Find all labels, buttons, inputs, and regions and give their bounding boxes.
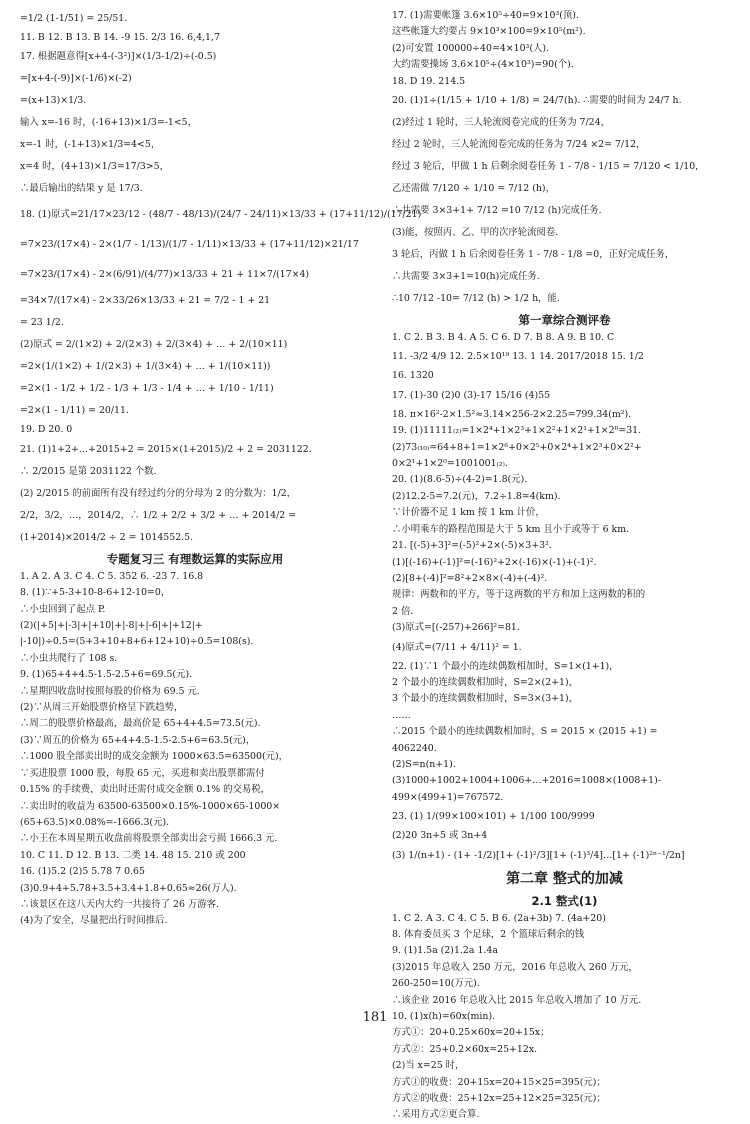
- answer-line: (4)原式=(7/11 + 4/11)² = 1.: [392, 641, 522, 653]
- answer-line: 22. (1)∵1 个最小的连续偶数相加时，S=1×(1+1)，: [392, 660, 619, 672]
- answer-line: 方式②：25+0.2×60x=25+12x.: [392, 1043, 538, 1055]
- answer-line: 方式①的收费：20+15x=20+15×25=395(元)；: [392, 1076, 606, 1088]
- answer-line: ∴采用方式②更合算.: [392, 1109, 480, 1121]
- answer-line: 10. (1)x(h)=60x(min).: [392, 1011, 496, 1023]
- answer-line: 0.15% 的手续费，卖出时还需付成交金额 0.1% 的交易税，: [20, 784, 271, 796]
- section-heading: 第二章 整式的加减: [506, 870, 623, 887]
- answer-line: ……: [392, 709, 411, 721]
- answer-line: ∴星期四收盘时按照每股的价格为 69.5 元.: [20, 685, 200, 697]
- answer-line: 19. D 20. 0: [20, 424, 73, 436]
- answer-line: 经过 3 轮后，甲做 1 h 后剩余阅卷任务 1 - 7/8 - 1/15 = 7/120 < 1/10，: [392, 161, 705, 173]
- answer-line: ∴周二的股票价格最高，最高价是 65+4+4.5=73.5(元).: [20, 718, 261, 730]
- answer-line: x=4 时，(4+13)×1/3=17/3>5，: [20, 161, 169, 173]
- answer-line: =(x+13)×1/3.: [20, 95, 87, 107]
- answer-line: ∵计价器不足 1 km 按 1 km 计价，: [392, 507, 545, 519]
- answer-line: 输入 x=-16 时，(-16+13)×1/3=-1<5，: [20, 117, 198, 129]
- answer-line: 方式②的收费：25+12x=25+12×25=325(元)；: [392, 1093, 606, 1105]
- answer-line: (2)[8+(-4)]²=8²+2×8×(-4)+(-4)².: [392, 572, 548, 584]
- answer-line: 3 轮后，丙做 1 h 后余阅卷任务 1 - 7/8 - 1/8 =0，正好完成任务，: [392, 249, 675, 261]
- answer-line: 2 个最小的连续偶数相加时，S=2×(2+1)，: [392, 676, 579, 688]
- answer-line: 规律：两数和的平方，等于这两数的平方和加上这两数的积的: [392, 589, 646, 601]
- answer-line: (2)73₍₁₀₎=64+8+1=1×2⁶+0×2⁵+0×2⁴+1×2³+0×2²+: [392, 441, 642, 453]
- answer-line: |-10|)÷0.5=(5+3+10+8+6+12+10)÷0.5=108(s).: [20, 636, 254, 648]
- section-heading: 专题复习三 有理数运算的实际应用: [106, 551, 284, 566]
- answer-line: 499×(499+1)=767572.: [392, 791, 504, 803]
- answer-line: 17. 根据题意得[x+4-(-3²)]×(1/3-1/2)÷(-0.5): [20, 51, 217, 63]
- answer-line: 23. (1) 1/(99×100×101) + 1/100 100/9999: [392, 811, 595, 823]
- right-column: [392, 8, 737, 1124]
- answer-line: 18. D 19. 214.5: [392, 75, 466, 87]
- answer-line: ∴小明乘车的路程范围是大于 5 km 且小于或等于 6 km.: [392, 523, 630, 535]
- answer-line: ∴该景区在这八天内大约一共接待了 26 万游客.: [20, 898, 219, 910]
- section-heading: 2.1 整式(1): [531, 893, 598, 908]
- answer-line: (2) 2/2015 的前面所有没有经过约分的分母为 2 的分数为：1/2，: [20, 487, 297, 499]
- answer-line: 大约需要操场 3.6×10⁵÷(4×10³)=90(个).: [392, 59, 574, 71]
- section-heading: 第一章综合测评卷: [518, 313, 611, 328]
- answer-line: 11. B 12. B 13. B 14. -9 15. 2/3 16. 6,4,1,7: [20, 32, 220, 43]
- answer-line: 这些帐篷大约要占 9×10³×100=9×10⁵(m²).: [392, 26, 586, 38]
- page-number: 181: [362, 1010, 388, 1025]
- answer-line: (3)原式=[(-257)+266]²=81.: [392, 622, 520, 634]
- answer-line: 20. (1)(8.6-5)÷(4-2)=1.8(元).: [392, 474, 528, 486]
- answer-line: ∴共需要 3×3+1+ 7/12 =10 7/12 (h)完成任务.: [392, 205, 602, 217]
- answer-line: ∴1000 股全部卖出时的成交金额为 1000×63.5=63500(元)，: [20, 751, 289, 763]
- answer-line: 0×2¹+1×2⁰=1001001₍₂₎.: [392, 458, 508, 470]
- answer-line: 17. (1)-30 (2)0 (3)-17 15/16 (4)55: [392, 389, 551, 401]
- answer-line: 经过 2 轮时，三人轮流阅卷完成的任务为 7/24 ×2= 7/12，: [392, 139, 646, 151]
- answer-line: x=-1 时，(-1+13)×1/3=4<5，: [20, 139, 161, 151]
- answer-line: (3) 1/(n+1) - (1+ -1/2)[1+ (-1)²/3][1+ (-1)³/4]…[1+ (-1)²ⁿ⁻¹/2n]: [392, 849, 685, 861]
- answer-line: 方式①：20+0.25×60x=20+15x；: [392, 1027, 550, 1039]
- answer-line: =2×(1 - 1/11) = 20/11.: [20, 405, 129, 417]
- answer-line: ∴该企业 2016 年总收入比 2015 年总收入增加了 10 万元.: [392, 994, 642, 1006]
- answer-line: 2 倍.: [392, 605, 414, 617]
- answer-line: (3)1000+1002+1004+1006+…+2016=1008×(1008+1)-: [392, 775, 661, 787]
- answer-line: (3)∵周五的价格为 65+4+4.5-1.5-2.5+6=63.5(元)，: [20, 734, 256, 746]
- answer-line: 3 个最小的连续偶数相加时，S=3×(3+1)，: [392, 693, 579, 705]
- answer-line: 8. (1)∵+5-3+10-8-6+12-10=0，: [20, 587, 171, 599]
- answer-line: (3)2015 年总收入 250 万元，2016 年总收入 260 万元，: [392, 961, 638, 973]
- answer-line: =2×(1 - 1/2 + 1/2 - 1/3 + 1/3 - 1/4 + … + 1/10 - 1/11): [20, 383, 274, 395]
- answer-line: (65+63.5)×0.08%=-1666.3(元).: [20, 816, 170, 828]
- answer-line: 1. C 2. A 3. C 4. C 5. B 6. (2a+3b) 7. (4a+20): [392, 912, 606, 924]
- answer-line: 16. 1320: [392, 370, 434, 382]
- answer-line: 20. (1)1÷(1/15 + 1/10 + 1/8) = 24/7(h). ∴需要的时间为 24/7 h.: [392, 95, 682, 107]
- answer-line: (2)当 x=25 时，: [392, 1060, 465, 1072]
- answer-line: = 23 1/2.: [20, 317, 64, 329]
- answer-line: (3)0.9+4+5.78+3.5+3.4+1.8+0.65≈26(万人).: [20, 882, 237, 894]
- answer-line: (2)∵从周三开始股票价格呈下跌趋势，: [20, 702, 184, 714]
- answer-line: 18. π×16²-2×1.5²≈3.14×256-2×2.25=799.34(m²).: [392, 408, 632, 420]
- answer-line: (4)为了安全，尽量把出行时间推后.: [20, 915, 168, 927]
- answer-line: =34×7/(17×4) - 2×33/26×13/33 + 21 = 7/2 - 1 + 21: [20, 295, 271, 307]
- answer-line: ∴共需要 3×3+1=10(h)完成任务.: [392, 271, 540, 283]
- answer-line: 2/2，3/2，…，2014/2，∴ 1/2 + 2/2 + 3/2 + … + 2014/2 =: [20, 509, 297, 521]
- answer-line: (2)可安置 100000÷40=4×10³(人).: [392, 42, 549, 54]
- answer-line: (2)S=n(n+1).: [392, 758, 456, 770]
- answer-line: (3)能，按照丙、乙、甲的次序轮流阅卷.: [392, 227, 559, 239]
- answer-line: 8. 体育委员买 3 个足球，2 个篮球后剩余的钱: [392, 929, 585, 940]
- answer-line: ∴ 2/2015 是第 2031122 个数.: [20, 465, 157, 477]
- answer-line: 18. (1)原式=21/17×23/12 - (48/7 - 48/13)/(24/7 - 24/11)×13/33 + (17+11/12)/(17/21): [20, 209, 422, 221]
- answer-line: (2)12.2-5=7.2(元)，7.2÷1.8=4(km).: [392, 490, 561, 502]
- answer-line: (2)(|+5|+|-3|+|+10|+|-8|+|-6|+|+12|+: [20, 620, 203, 632]
- answer-line: =7×23/(17×4) - 2×(6/91)/(4/77)×13/33 + 21 + 11×7/(17×4): [20, 269, 310, 281]
- answer-line: =[x+4-(-9)]×(-1/6)×(-2): [20, 73, 132, 85]
- answer-line: 16. (1)5.2 (2)5 5.78 7 0.65: [20, 866, 145, 878]
- answer-line: =1/2 (1-1/51) = 25/51.: [20, 13, 128, 24]
- answer-line: (1+2014)×2014/2 ÷ 2 = 1014552.5.: [20, 531, 194, 543]
- answer-line: 4062240.: [392, 742, 437, 754]
- answer-line: ∴小王在本周星期五收盘前将股票全部卖出会亏损 1666.3 元.: [20, 833, 278, 845]
- answer-line: ∴小虫回到了起点 P.: [20, 603, 106, 615]
- answer-line: (1)[(-16)+(-1)]²=(-16)²+2×(-16)×(-1)+(-1)².: [392, 556, 597, 568]
- answer-line: ∴小虫共爬行了 108 s.: [20, 652, 118, 664]
- answer-line: 21. [(-5)+3]²=(-5)²+2×(-5)×3+3².: [392, 540, 552, 552]
- answer-line: 9. (1)65+4+4.5-1.5-2.5+6=69.5(元).: [20, 669, 193, 681]
- answer-line: 11. -3/2 4/9 12. 2.5×10¹⁹ 13. 1 14. 2017/2018 15. 1/2: [392, 351, 644, 363]
- answer-line: 1. C 2. B 3. B 4. A 5. C 6. D 7. B 8. A 9. B 10. C: [392, 332, 615, 344]
- answer-line: =7×23/(17×4) - 2×(1/7 - 1/13)/(1/7 - 1/11)×13/33 + (17+11/12)×21/17: [20, 239, 359, 251]
- answer-line: ∴最后输出的结果 y 是 17/3.: [20, 183, 143, 195]
- answer-line: 9. (1)1.5a (2)1.2a 1.4a: [392, 945, 498, 957]
- answer-line: (2)20 3n+5 或 3n+4: [392, 830, 488, 842]
- answer-line: 10. C 11. D 12. B 13. 二类 14. 48 15. 210 或 200: [20, 849, 246, 861]
- answer-line: ∴卖出时的收益为 63500-63500×0.15%-1000×65-1000×: [20, 800, 281, 812]
- answer-line: (2)原式 = 2/(1×2) + 2/(2×3) + 2/(3×4) + … + 2/(10×11): [20, 339, 288, 351]
- answer-line: ∴10 7/12 -10= 7/12 (h) > 1/2 h，能.: [392, 293, 560, 305]
- answer-line: (2)经过 1 轮时，三人轮流阅卷完成的任务为 7/24，: [392, 117, 610, 129]
- answer-line: 19. (1)11111₍₂₎=1×2⁴+1×2³+1×2²+1×2¹+1×2⁰=31.: [392, 425, 642, 437]
- answer-line: 乙还需做 7/120 ÷ 1/10 = 7/12 (h)，: [392, 183, 555, 195]
- answer-line: 21. (1)1+2+…+2015+2 = 2015×(1+2015)/2 + 2 = 2031122.: [20, 443, 312, 455]
- answer-line: 260-250=10(万元).: [392, 978, 480, 990]
- answer-line: 17. (1)需要帐篷 3.6×10⁵÷40=9×10³(顶).: [392, 10, 579, 21]
- answer-line: =2×(1/(1×2) + 1/(2×3) + 1/(3×4) + … + 1/(10×11)): [20, 361, 271, 373]
- answer-line: ∴2015 个最小的连续偶数相加时，S = 2015 × (2015 +1) =: [392, 726, 658, 738]
- answer-line: 1. A 2. A 3. C 4. C 5. 352 6. -23 7. 16.8: [20, 570, 204, 582]
- answer-line: ∵买进股票 1000 股，每股 65 元，买进和卖出股票都需付: [20, 767, 265, 779]
